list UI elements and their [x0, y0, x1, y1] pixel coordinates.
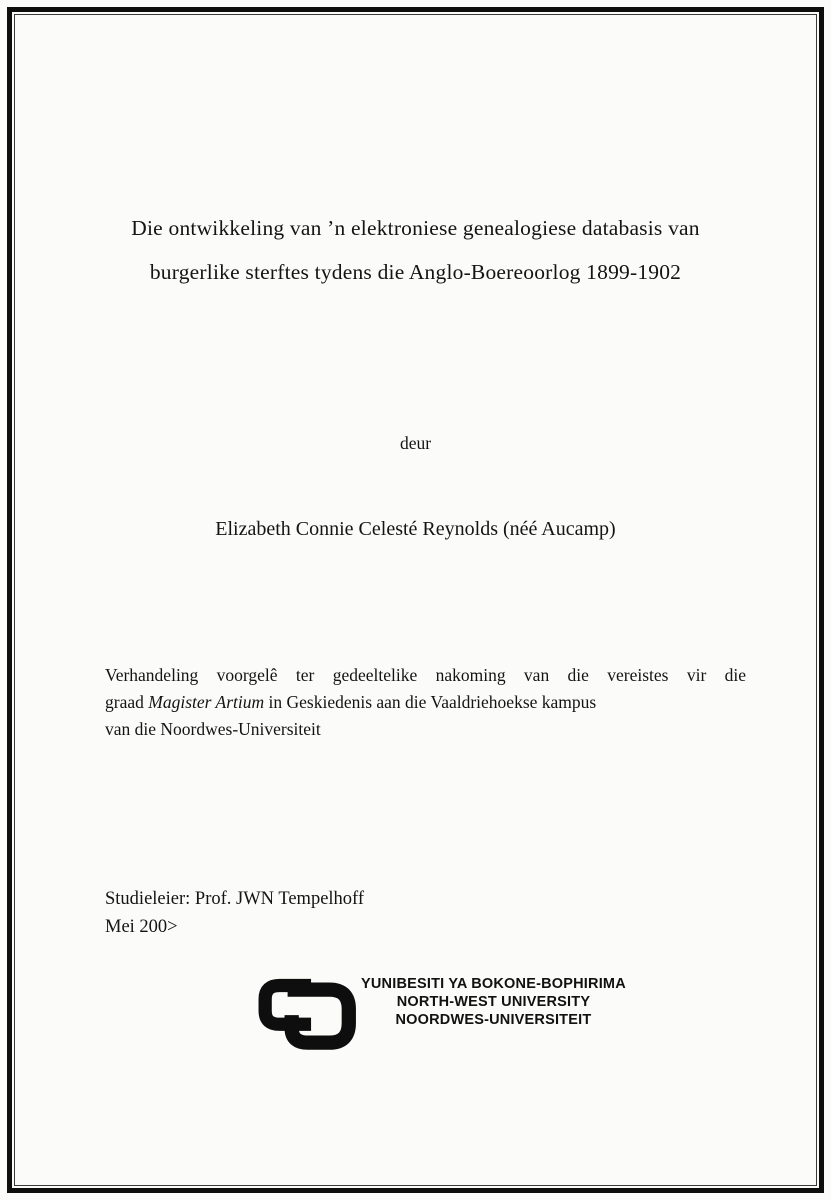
thesis-title-line1: Die ontwikkeling van ’n elektroniese genealogiese databasis van: [131, 216, 700, 240]
statement-line2-pre: graad: [105, 692, 149, 712]
thesis-statement-line3: van die Noordwes-Universiteit: [105, 719, 321, 739]
thesis-statement: [105, 662, 746, 743]
university-name-english: NORTH-WEST UNIVERSITY: [396, 994, 591, 1010]
university-logo-chain-links-icon: [257, 969, 359, 1051]
author-name: Elizabeth Connie Celesté Reynolds (néé Aucamp): [215, 518, 616, 540]
university-logo: [257, 969, 626, 1051]
university-logo-text: [361, 975, 626, 1029]
university-name-setswana: YUNIBESITI YA BOKONE-BOPHIRIMA: [361, 976, 626, 992]
degree-name-italic: Magister Artium: [148, 692, 265, 712]
thesis-statement-line1: Verhandeling voorgelê ter gedeeltelike nakoming van die vereistes vir die: [105, 665, 746, 685]
statement-line2-post: in Geskiedenis aan die Vaaldriehoekse kampus: [264, 692, 597, 712]
thesis-statement-line2: [105, 689, 746, 716]
date-line: Mei 200>: [105, 917, 178, 937]
thesis-title-line2: burgerlike sterftes tydens die Anglo-Boereoorlog 1899-1902: [149, 260, 682, 284]
university-name-afrikaans: NOORDWES-UNIVERSITEIT: [395, 1012, 592, 1028]
thesis-title: [60, 206, 771, 294]
supervisor-block: [105, 885, 364, 941]
byline-label: deur: [399, 433, 432, 453]
supervisor-line: Studieleier: Prof. JWN Tempelhoff: [105, 889, 365, 909]
